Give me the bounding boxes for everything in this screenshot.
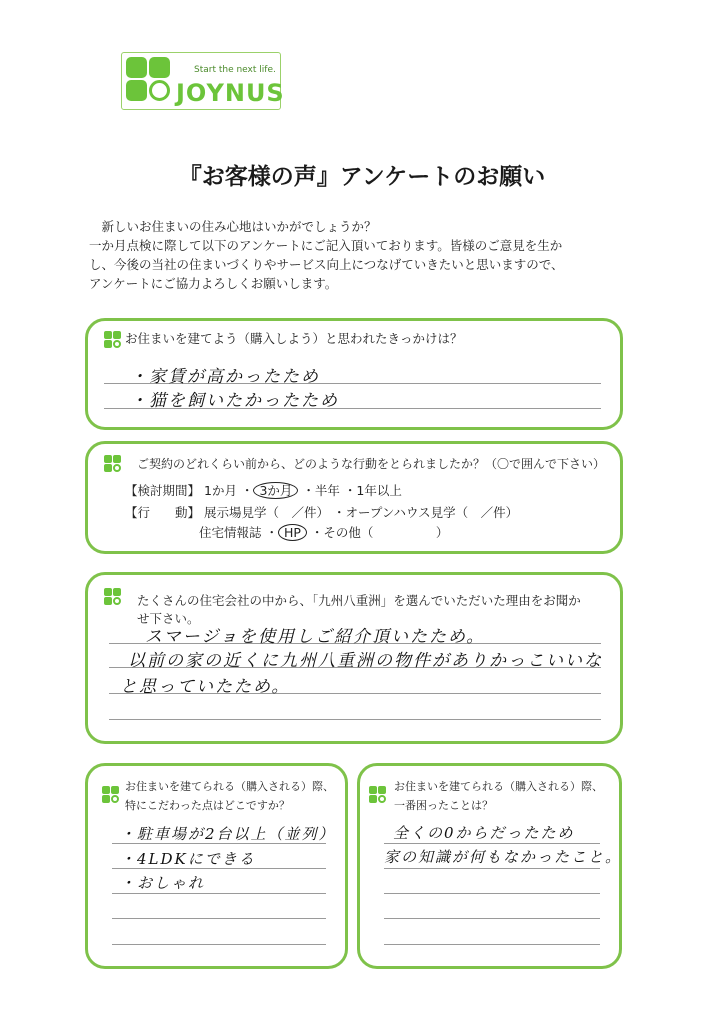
logo-brand: JOYNUS [176,79,285,107]
intro-line: 新しいお住まいの住み心地はいかがでしょうか？ [101,219,377,234]
answer-line [384,893,600,894]
joynus-logo [121,52,285,110]
clover-bullet-icon [102,786,120,804]
answer-1-2: ・猫を飼いたかったため [130,391,339,411]
answer-line [112,893,326,894]
answer-line [112,944,326,945]
question-5-text-line2: 一番困ったことは？ [394,799,493,812]
period-option-3m-circled: 3か月 [253,482,298,499]
showroom-option: 展示場見学（ ／件） [204,505,330,520]
intro-line: アンケートにご協力よろしくお願いします。 [89,276,338,291]
question-3-text-line1: たくさんの住宅会社の中から、「九州八重洲」を選んでいただいた理由をお聞か [137,593,581,608]
question-1-text: お住まいを建てよう（購入しよう）と思われたきっかけは？ [125,331,463,346]
period-label: 【検討期間】 [125,483,201,498]
question-5-text-line1: お住まいを建てられる（購入される）際、 [394,780,603,793]
question-2-text: ご契約のどれくらい前から、どのような行動をとられましたか？（〇で囲んで下さい） [137,457,606,471]
answer-4-3: ・おしゃれ [120,874,206,892]
logo-tagline: Start the next life. [194,65,276,75]
magazine-option: 住宅情報誌 [199,525,262,540]
answer-3-2: 以前の家の近くに九州八重洲の物件がありかっこいいな [128,651,603,671]
clover-bullet-icon [369,786,387,804]
question-4-text-line2: 特にこだわった点はどこですか？ [125,799,290,812]
period-option-half: 半年 [314,483,340,498]
answer-3-3: と思っていたため。 [120,677,291,697]
period-row: 【検討期間】 1か月 ・ 3か月 ・半年 ・1年以上 [125,483,402,498]
action-label: 【行 動】 [125,505,201,520]
answer-4-2: ・4LDKにできる [120,850,256,868]
intro-text [89,217,649,293]
action-row-2: 住宅情報誌 ・ HP ・その他（ ） [199,525,449,540]
clover-logo-icon [126,57,172,103]
answer-5-2: 家の知識が何もなかったこと。 [384,848,623,866]
answer-line [384,868,600,869]
answer-line [384,918,600,919]
answer-line [112,918,326,919]
period-option-1m: 1か月 [204,483,237,498]
clover-bullet-icon [104,455,122,473]
action-row-1: 【行 動】 展示場見学（ ／件） ・オープンハウス見学（ ／件） [125,505,519,520]
answer-line [384,843,600,844]
openhouse-option: オープンハウス見学（ ／件） [345,505,519,520]
intro-line: し、今後の当社の住まいづくりやサービス向上につなげていきたいと思いますので、 [89,257,564,272]
answer-line [109,719,601,720]
clover-bullet-icon [104,588,122,606]
period-option-1y: 1年以上 [356,483,402,498]
answer-3-1: スマージョを使用しご紹介頂いたため。 [145,627,486,647]
question-3-text-line2: せ下さい。 [137,611,200,626]
answer-line [384,944,600,945]
clover-bullet-icon [104,331,122,349]
page-title: 『お客様の声』アンケートのお願い [178,164,546,190]
answer-1-1: ・家賃が高かったため [130,367,320,387]
intro-line: 一か月点検に際して以下のアンケートにご記入頂いております。皆様のご意見を生か [89,238,563,253]
other-option: その他（ ） [323,525,449,540]
answer-5-1: 全くの0からだったため [393,824,575,842]
hp-option-circled: HP [278,524,307,541]
question-4-text-line1: お住まいを建てられる（購入される）際、 [125,780,334,793]
answer-4-1: ・駐車場が2台以上（並列） [120,825,336,843]
